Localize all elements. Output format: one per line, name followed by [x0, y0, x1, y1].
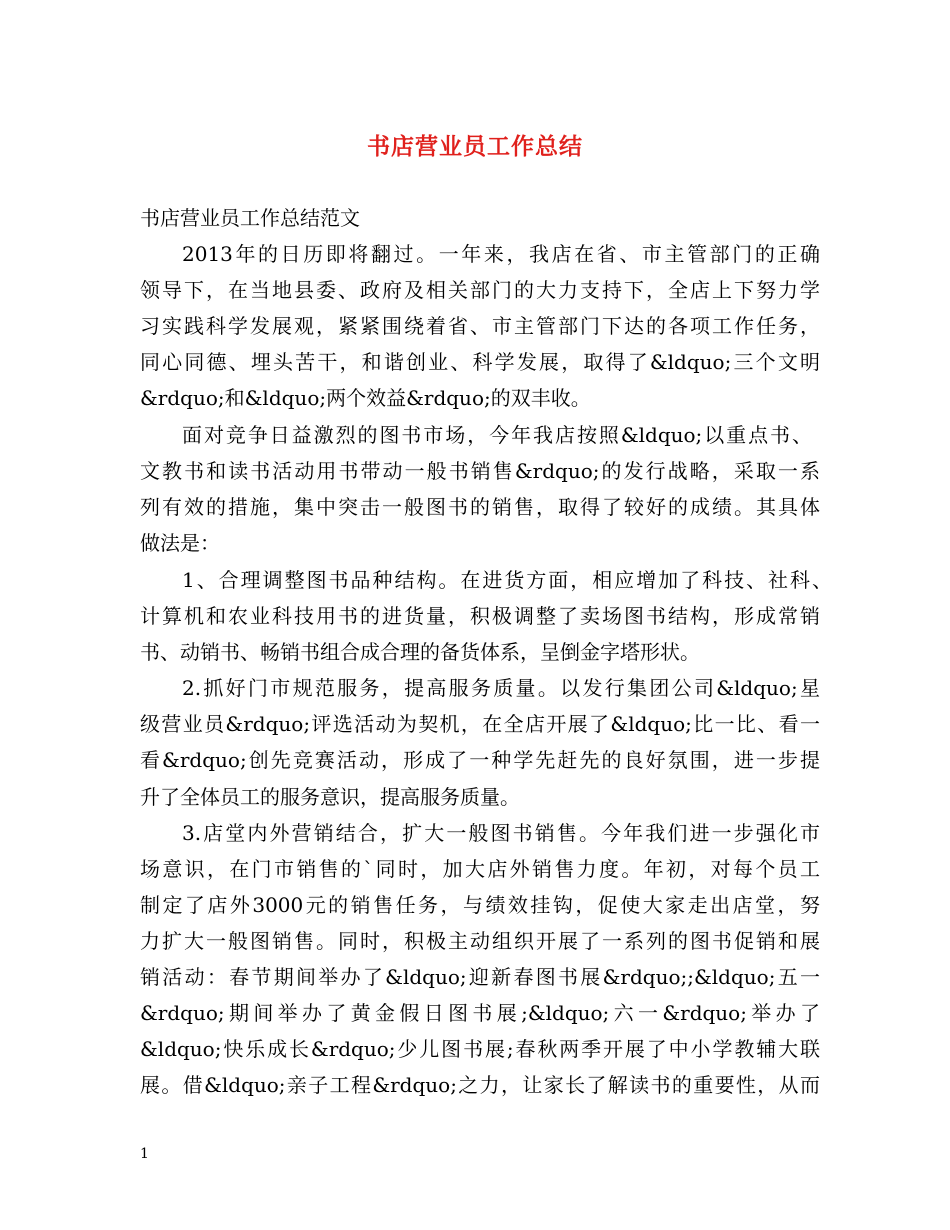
body-line: 2013年的日历即将翻过。一年来，我店在省、市主管部门的正确 [182, 242, 820, 266]
body-line: &rdquo;期间举办了黄金假日图书展;&ldquo;六一&rdquo;举办了 [140, 1001, 820, 1025]
subtitle-line: 书店营业员工作总结范文 [140, 206, 360, 230]
body-line: 升了全体员工的服务意识，提高服务质量。 [140, 785, 520, 809]
document-title: 书店营业员工作总结 [367, 133, 583, 160]
body-line: &ldquo;快乐成长&rdquo;少儿图书展;春秋两季开展了中小学教辅大联 [140, 1037, 820, 1061]
body-line: 同心同德、埋头苦干，和谐创业、科学发展，取得了&ldquo;三个文明 [140, 350, 820, 374]
body-line: 2.抓好门市规范服务，提高服务质量。以发行集团公司&ldquo;星 [182, 676, 820, 700]
body-line: 做法是： [140, 531, 220, 555]
body-line: 领导下，在当地县委、政府及相关部门的大力支持下，全店上下努力学 [140, 278, 820, 302]
body-line: 场意识，在门市销售的`同时，加大店外销售力度。年初，对每个员工 [140, 857, 820, 881]
body-line: 列有效的措施，集中突击一般图书的销售，取得了较好的成绩。其具体 [140, 495, 820, 519]
body-line: 销活动：春节期间举办了&ldquo;迎新春图书展&rdquo;;&ldquo;五一 [140, 965, 820, 989]
body-line: 制定了店外3000元的销售任务，与绩效挂钩，促使大家走出店堂，努 [140, 893, 820, 917]
body-line: &rdquo;和&ldquo;两个效益&rdquo;的双丰收。 [140, 386, 591, 410]
body-line: 面对竞争日益激烈的图书市场，今年我店按照&ldquo;以重点书、 [182, 423, 812, 447]
body-line: 习实践科学发展观，紧紧围绕着省、市主管部门下达的各项工作任务， [140, 314, 820, 338]
body-line: 看&rdquo;创先竞赛活动，形成了一种学先赶先的良好氛围，进一步提 [140, 748, 820, 772]
page-number: 1 [140, 1146, 149, 1162]
body-line: 1、合理调整图书品种结构。在进货方面，相应增加了科技、社科、 [182, 568, 832, 592]
body-line: 3.店堂内外营销结合，扩大一般图书销售。今年我们进一步强化市 [182, 821, 820, 845]
body-line: 计算机和农业科技用书的进货量，积极调整了卖场图书结构，形成常销 [140, 604, 820, 628]
body-line: 展。借&ldquo;亲子工程&rdquo;之力，让家长了解读书的重要性，从而 [140, 1073, 820, 1097]
body-line: 级营业员&rdquo;评选活动为契机，在全店开展了&ldquo;比一比、看一 [140, 712, 820, 736]
body-line: 书、动销书、畅销书组合成合理的备货体系，呈倒金字塔形状。 [140, 640, 700, 664]
body-line: 文教书和读书活动用书带动一般书销售&rdquo;的发行战略，采取一系 [140, 459, 820, 483]
body-line: 力扩大一般图销售。同时，积极主动组织开展了一系列的图书促销和展 [140, 929, 820, 953]
